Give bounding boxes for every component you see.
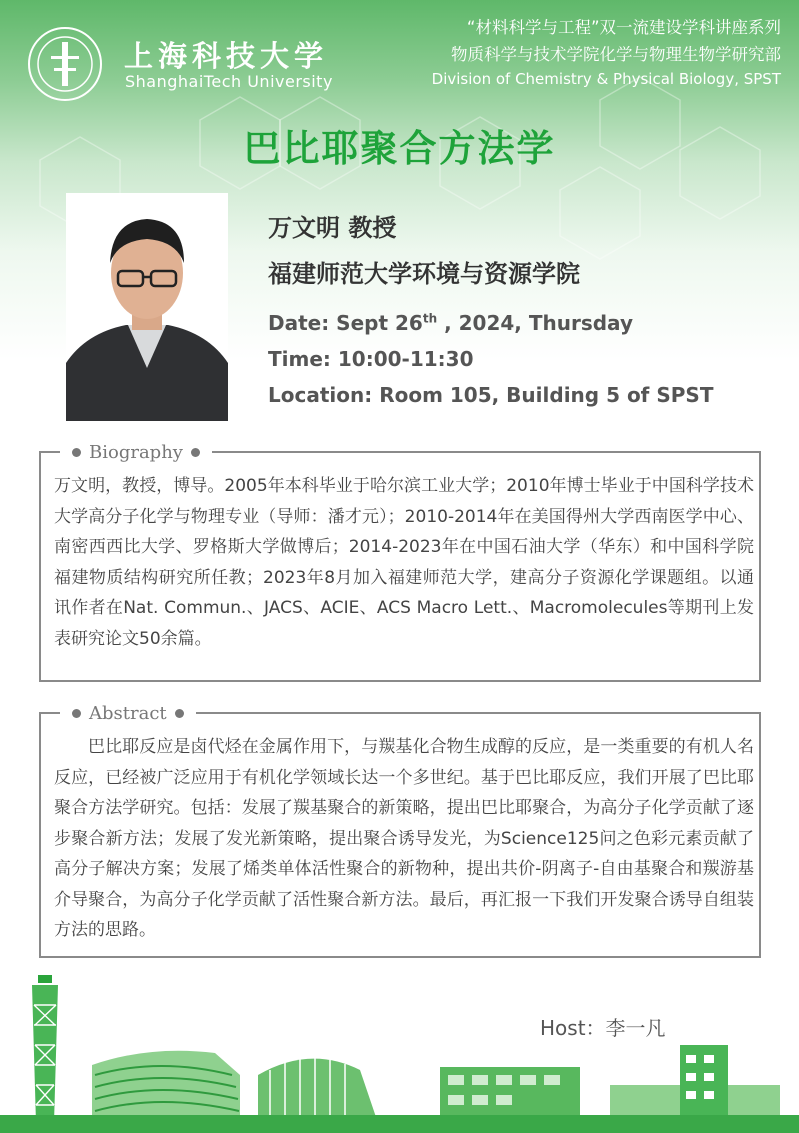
abstract-text: 巴比耶反应是卤代烃在金属作用下，与羰基化合物生成醇的反应，是一类重要的有机人名反应，已经被广泛应用于有机化学领域长达一个多世纪。基于巴比耶反应，我们开展了巴比耶聚合方法学研究。包括：发展了羰基聚合的新策略，提出巴比耶聚合，为高分子化学贡献了逐步聚合新方法；发展了发光新策略，提出聚合诱导发光，为Science125问之色彩元素贡献了高分子解决方案；发展了烯类单体活性聚合的新物种，提出共价-阴离子-自由基聚合和羰游基介导聚合，为高分子化学贡献了活性聚合新方法。最后，再汇报一下我们开发聚合诱导自组装方法的思路。 [54, 737, 754, 940]
campus-skyline-illustration [0, 975, 799, 1133]
bullet-dot-icon [72, 709, 81, 718]
bullet-dot-icon [72, 448, 81, 457]
university-name-cn: 上海科技大学 [124, 39, 329, 73]
university-seal-icon [27, 26, 103, 102]
building-center-icon [258, 1058, 378, 1123]
talk-title: 巴比耶聚合方法学 [243, 127, 556, 170]
biography-text: 万文明，教授，博导。2005年本科毕业于哈尔滨工业大学；2010年博士毕业于中国科学技术大学高分子化学与物理专业（导师：潘才元）；2010-2014年在美国得州大学西南医学中心、南密西西比大学、罗格斯大学做博后；2014-2023年在中国石油大学（华东）和中国科学院福建物质结构研究所任教；2023年8月加入福建师范大学，建高分子资源化学课题组。以通讯作者在Nat. Commun.、JACS、ACIE、ACS Macro Lett.、Macromolecules等期刊上发表研究论文50余篇。 [54, 476, 754, 649]
bullet-dot-icon [175, 709, 184, 718]
building-left-icon [92, 1051, 240, 1123]
department-en: Division of Chemistry & Physical Biology, SPST [431, 70, 781, 88]
talk-location: Location: Room 105, Building 5 of SPST [268, 383, 714, 407]
talk-time: Time: 10:00-11:30 [268, 347, 474, 371]
host-name: Host：李一凡 [540, 1016, 666, 1040]
speaker-name: 万文明 教授 [268, 214, 397, 242]
bullet-dot-icon [191, 448, 200, 457]
speaker-photo [66, 193, 228, 421]
building-right-icon [440, 1045, 780, 1123]
biography-heading: Biography [60, 442, 212, 462]
lecture-series: “材料科学与工程”双一流建设学科讲座系列 [466, 18, 781, 37]
speaker-affiliation: 福建师范大学环境与资源学院 [268, 260, 580, 288]
university-name-en: ShanghaiTech University [125, 72, 333, 91]
abstract-heading: Abstract [60, 703, 196, 723]
department-cn: 物质科学与技术学院化学与物理生物学研究部 [451, 45, 781, 64]
tower-icon [32, 975, 58, 1123]
talk-date: Date: Sept 26th , 2024, Thursday [268, 311, 633, 335]
